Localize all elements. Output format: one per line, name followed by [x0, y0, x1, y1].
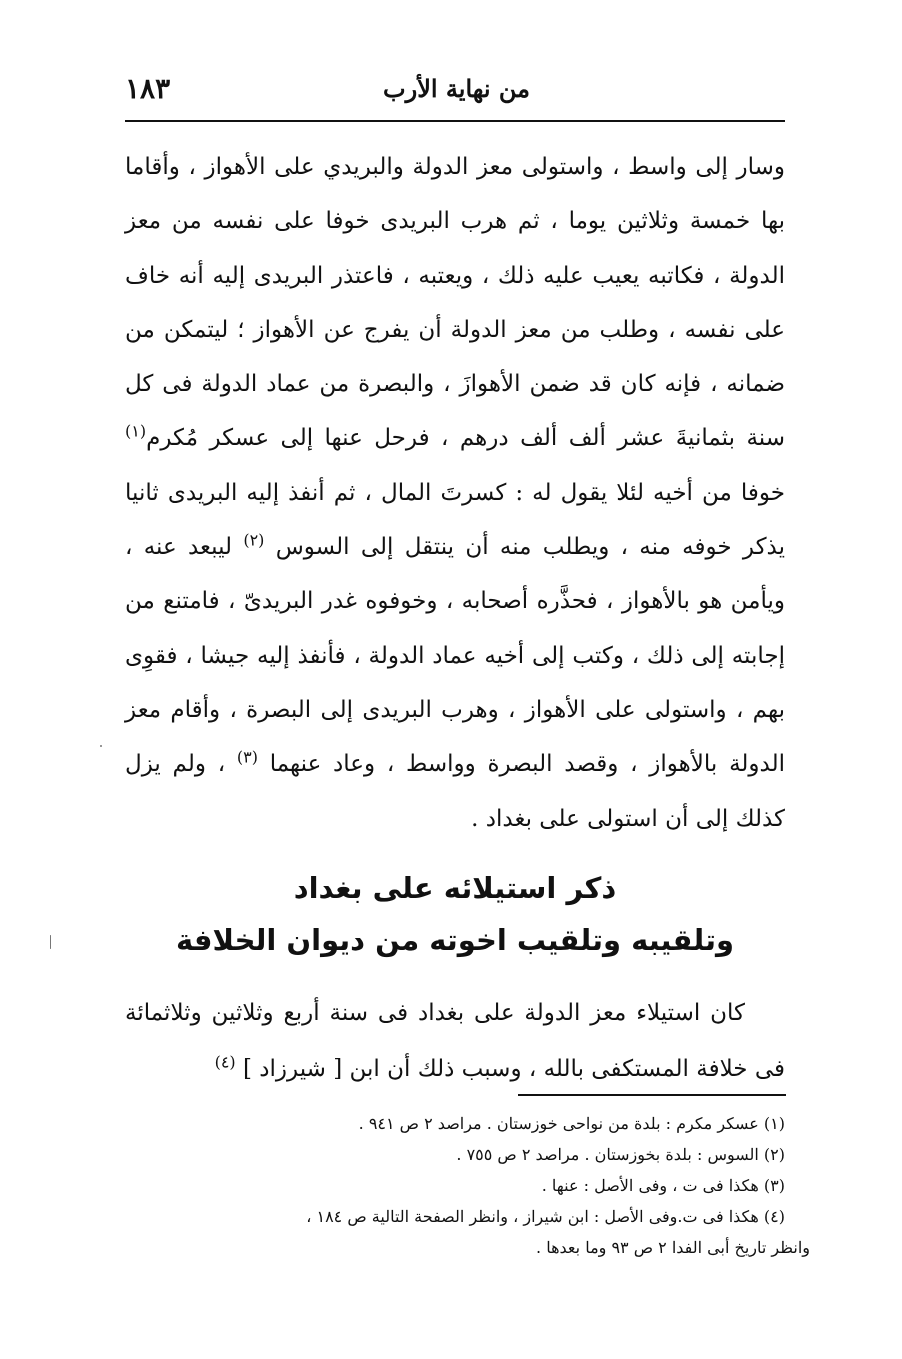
section-text	[125, 985, 785, 1097]
footnote-2: (٢) السوس : بلدة بخوزستان . مراصد ٢ ص ٧٥٥ .	[456, 1145, 785, 1164]
footnote-1: (١) عسكر مكرم : بلدة من نواحى خوزستان . مراصد ٢ ص ٩٤١ .	[358, 1114, 785, 1133]
footnote-4-continuation: وانظر تاريخ أبى الفدا ٢ ص ٩٣ وما بعدها .	[536, 1238, 810, 1257]
body-paragraph-text: وسار إلى واسط ، واستولى معز الدولة والبريدي على الأهواز ، وأقاما بها خمسة وثلاثين يوما ، ثم هرب البريدى خوفا على نفسه من معز الدولة ، فكاتبه يعيب عليه ذلك ، ويعتبه ، فاعتذر البريدى إليه أنه خاف على نفسه ، وطلب من معز الدولة أن يفرج عن الأهواز ؛ ليتمكن من ضمانه ، فإنه كان قد ضمن الأهوازَ ، والبصرة من عماد الدولة فى كل سنة بثمانيةَ عشر ألف ألف درهم ، فرحل عنها إلى عسكر مُكرم	[125, 154, 785, 452]
footnote-ref-3: (٣)	[236, 747, 258, 767]
footnote-ref-1: (١)	[125, 421, 147, 441]
section-heading-line-2: وتلقيبه وتلقيب اخوته من ديوان الخلافة	[175, 923, 735, 957]
section-paragraph-text: كان استيلاء معز الدولة على بغداد فى سنة أربع وثلاثين وثلاثمائة فى خلافة المستكفى بالله ، وسبب ذلك أن ابن [ شيرزاد ]	[125, 1000, 785, 1082]
scan-speck	[50, 935, 51, 949]
running-header	[125, 72, 785, 112]
footnote-4: (٤) هكذا فى ت.وفى الأصل : ابن شيراز ، وانظر الصفحة التالية ص ١٨٤ ،	[306, 1207, 785, 1226]
section-heading-line-1: ذكر استيلائه على بغداد	[293, 871, 617, 905]
body-paragraph-text-3: ليبعد عنه ، ويأمن هو بالأهواز ، فحذَّره أصحابه ، وخوفوه غدر البريدىّ ، فامتنع من إجابته إلى ذلك ، وكتب إلى أخيه عماد الدولة ، فأنفذ إليه جيشا ، فقوِى بهم ، واستولى على الأهواز ، وهرب البريدى إلى البصرة ، وأقام معز الدولة بالأهواز ، وقصد البصرة وواسط ، وعاد عنهما	[125, 534, 785, 778]
footnotes	[215, 1108, 810, 1263]
page-number: ١٨٣	[125, 72, 171, 105]
body-paragraph-text-2: خوفا من أخيه لئلا يقول له : كسرتَ المال ، ثم أنفذ إليه البريدى ثانيا يذكر خوفه منه ، ويطلب منه أن ينتقل إلى السوس	[125, 479, 785, 561]
body-paragraph	[125, 140, 785, 846]
section-heading	[125, 862, 785, 966]
footnote-ref-2: (٢)	[243, 530, 265, 550]
section-paragraph	[125, 985, 785, 1097]
main-text	[125, 140, 785, 846]
footnote-rule	[518, 1094, 786, 1096]
scan-speck	[100, 745, 102, 747]
body-paragraph-text-4: ، ولم يزل كذلك إلى أن استولى على بغداد .	[125, 751, 785, 832]
running-title: من نهاية الأرب	[383, 74, 530, 103]
footnote-3: (٣) هكذا فى ت ، وفى الأصل : عنها .	[541, 1176, 785, 1195]
footnote-ref-4: (٤)	[214, 1052, 236, 1072]
header-rule	[125, 120, 785, 122]
